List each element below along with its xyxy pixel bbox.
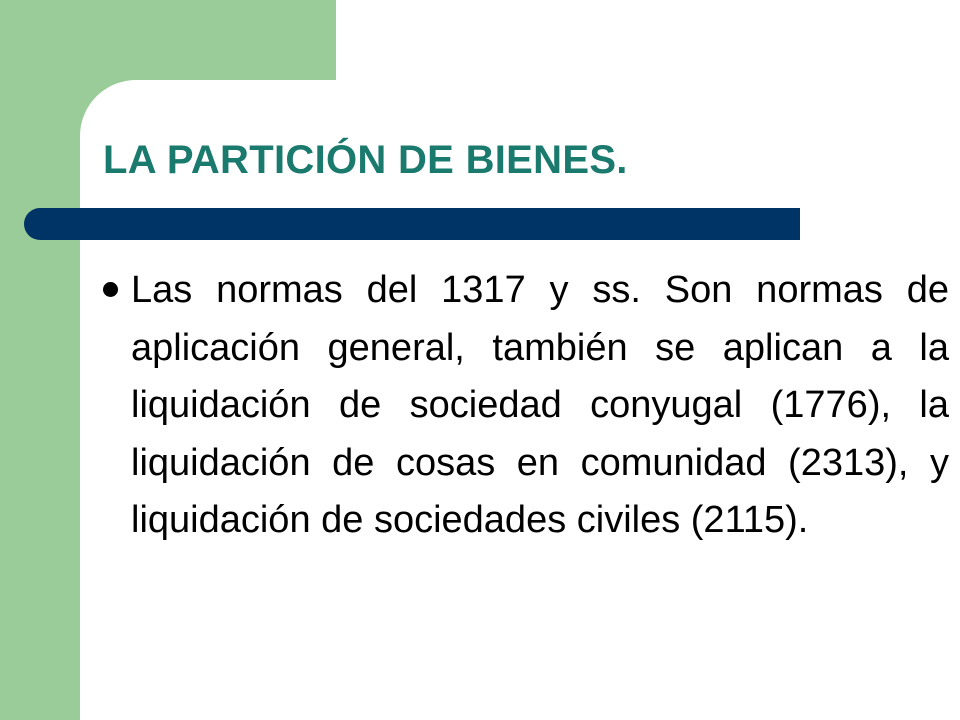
bullet-text: Las normas del 1317 y ss. Son normas de aplicación general, también se aplican a la liquidación de sociedad conyugal (1776), la liquidación de cosas en comunidad (2313), y liquidación de sociedades civiles (2115). bbox=[131, 269, 949, 541]
bullet-icon bbox=[103, 282, 118, 297]
title-underline-bar bbox=[24, 208, 800, 240]
slide-title: LA PARTICIÓN DE BIENES. bbox=[103, 138, 628, 182]
